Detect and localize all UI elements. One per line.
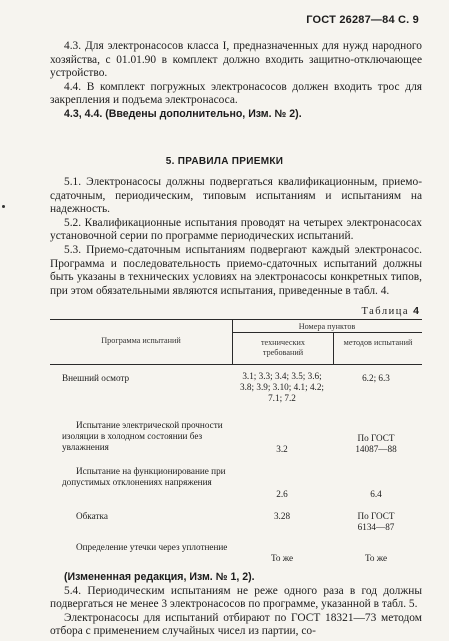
paragraph-4-3: 4.3. Для электронасосов класса I, предназначенных для нужд народного хозяйства, с 01.01.90 в комплект должно входить защитно-отключающее устройство. [50, 40, 422, 80]
section-title: 5. ПРАВИЛА ПРИЕМКИ [165, 156, 284, 167]
table-amendment-note: (Измененная редакция, Изм. № 1, 2). [64, 571, 255, 583]
table-row-1-tech: 3.1; 3.3; 3.4; 3.5; 3.6; 3.8; 3.9; 3.10; 4.1; 4.2; 7.1; 7.2 [240, 371, 324, 403]
table-header-tech: технических требований [260, 338, 305, 357]
page-header: ГОСТ 26287—84 С. 9 [306, 14, 419, 26]
table-header-bottom-rule [50, 364, 422, 365]
table-top-rule [50, 319, 422, 320]
paragraph-5-4: 5.4. Периодическим испытаниям не реже одного раза в год должны подвергаться не менее 3 электронасосов по программе, указанной в табл. 5. [50, 584, 422, 611]
table-column-divider-2 [333, 333, 334, 365]
table-row-4-method: По ГОСТ 6134—87 [357, 511, 395, 532]
paragraph-5-3: 5.3. Приемо-сдаточным испытаниям подвергают каждый электронасос. Программа и последовательность приемо-сдаточных испытаний должны быть указаны в технических условиях на электронасосы конкретных типов, при этом обязательными являются испытания, приведенные в табл. 4. [50, 243, 422, 297]
paragraph-5-1: 5.1. Электронасосы должны подвергаться квалификационным, приемо-сдаточным, периодическим, типовым испытаниям и испытаниям на надежность. [50, 176, 422, 216]
table-row-2-tech: 3.2 [276, 444, 288, 454]
intro-section [50, 40, 422, 122]
table-row-4-tech: 3.28 [273, 511, 291, 521]
table-row-5-name: Определение утечки через уплотнение [76, 542, 228, 552]
table-row-1-method: 6.2; 6.3 [362, 373, 390, 383]
paragraph-sampling: Электронасосы для испытаний отбирают по ГОСТ 18321—73 методом отбора с применением случайных чисел из партии, со- [50, 611, 422, 638]
table-row-3-method: 6.4 [370, 489, 382, 499]
table-header-program: Программа испытаний [101, 336, 181, 345]
table-row-4-name: Обкатка [76, 511, 108, 521]
table-caption-label: Таблица [361, 306, 410, 317]
table-caption-number: 4 [413, 305, 419, 317]
table-subheader-rule [232, 332, 422, 333]
table-row-5-method: То же [364, 553, 388, 563]
table-row-2-method: По ГОСТ 14087—88 [355, 433, 397, 454]
closing-section [50, 571, 422, 639]
table-row-2-name: Испытание электрической прочности изоляции в холодном состоянии без увлажнения [62, 420, 223, 452]
margin-mark [2, 205, 5, 208]
table-row-1-name: Внешний осмотр [62, 373, 130, 383]
table-row-3-tech: 2.6 [276, 489, 288, 499]
table-row-3-name: Испытание на функционирование при допустимых отклонениях напряжения [62, 466, 226, 487]
section-body [50, 176, 422, 298]
table-row-5-tech: То же [270, 553, 294, 563]
table-caption [361, 305, 419, 317]
intro-amendment-note: 4.3, 4.4. (Введены дополнительно, Изм. № 2). [64, 107, 302, 120]
paragraph-5-2: 5.2. Квалификационные испытания проводят на четырех электронасосах установочной серии по программе периодических испытаний. [50, 216, 422, 243]
table-header-numbers: Номера пунктов [298, 322, 356, 331]
table-header-methods: методов испытаний [343, 338, 413, 347]
paragraph-4-4: 4.4. В комплект погружных электронасосов должен входить трос для закрепления и подъема электронасоса. [50, 80, 422, 107]
